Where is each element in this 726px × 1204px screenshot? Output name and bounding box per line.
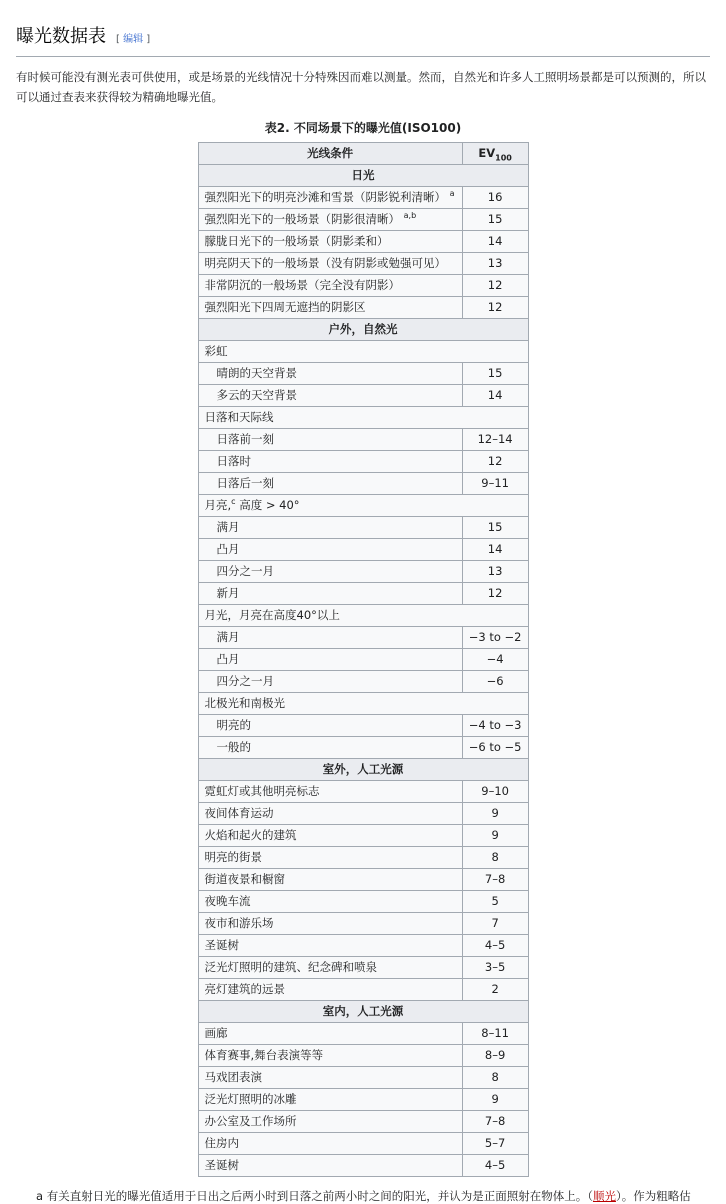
condition-label: 满月 bbox=[216, 630, 240, 644]
table-row bbox=[198, 1111, 528, 1133]
table-row bbox=[198, 715, 528, 737]
ev-value-cell: 5–7 bbox=[462, 1133, 528, 1155]
condition-cell bbox=[198, 913, 462, 935]
edit-link[interactable]: 编辑 bbox=[123, 34, 144, 45]
condition-label: 凸月 bbox=[216, 542, 240, 556]
condition-cell bbox=[198, 1155, 462, 1177]
table-row bbox=[198, 1045, 528, 1067]
footnote-ref[interactable]: c bbox=[231, 497, 236, 507]
group-cell bbox=[198, 407, 528, 429]
condition-label: 体育赛事,舞台表演等等 bbox=[204, 1048, 324, 1062]
footnote-link[interactable]: 顺光 bbox=[592, 1189, 616, 1203]
condition-label: 夜间体育运动 bbox=[204, 806, 274, 820]
ev-value-cell: −4 to −3 bbox=[462, 715, 528, 737]
condition-label: 日落后一刻 bbox=[216, 476, 274, 490]
condition-cell bbox=[198, 935, 462, 957]
condition-cell bbox=[198, 253, 462, 275]
ev-value-cell: 4–5 bbox=[462, 1155, 528, 1177]
ev-value-cell: 8 bbox=[462, 847, 528, 869]
condition-cell bbox=[198, 781, 462, 803]
condition-cell bbox=[198, 957, 462, 979]
group-cell bbox=[198, 693, 528, 715]
condition-label: 圣诞树 bbox=[204, 938, 239, 952]
table-body bbox=[198, 165, 528, 1177]
condition-cell bbox=[198, 803, 462, 825]
table-row bbox=[198, 825, 528, 847]
condition-label: 多云的天空背景 bbox=[216, 388, 297, 402]
table-row bbox=[198, 671, 528, 693]
ev-value-cell: 9–10 bbox=[462, 781, 528, 803]
condition-cell bbox=[198, 627, 462, 649]
condition-cell bbox=[198, 1067, 462, 1089]
condition-label: 四分之一月 bbox=[216, 564, 274, 578]
condition-label: 霓虹灯或其他明亮标志 bbox=[204, 784, 320, 798]
section-row bbox=[198, 1001, 528, 1023]
condition-cell bbox=[198, 451, 462, 473]
table-row bbox=[198, 803, 528, 825]
table-row bbox=[198, 1067, 528, 1089]
group-label: 日落和天际线 bbox=[204, 410, 274, 424]
ev-value-cell: 8–11 bbox=[462, 1023, 528, 1045]
ev-value-cell: 2 bbox=[462, 979, 528, 1001]
table-row bbox=[198, 935, 528, 957]
section-row bbox=[198, 165, 528, 187]
ev-value-cell: 7–8 bbox=[462, 869, 528, 891]
condition-cell bbox=[198, 473, 462, 495]
table-caption: 表2. 不同场景下的曝光值(ISO100) bbox=[264, 121, 462, 135]
ev-value-cell: 12–14 bbox=[462, 429, 528, 451]
header-ev bbox=[462, 143, 528, 165]
condition-label: 圣诞树 bbox=[204, 1158, 239, 1172]
table-row bbox=[198, 649, 528, 671]
condition-cell bbox=[198, 583, 462, 605]
ev-value-cell: 14 bbox=[462, 385, 528, 407]
table-row bbox=[198, 429, 528, 451]
condition-cell bbox=[198, 275, 462, 297]
ev-value-cell: −6 bbox=[462, 671, 528, 693]
condition-cell bbox=[198, 671, 462, 693]
ev-value-cell: 3–5 bbox=[462, 957, 528, 979]
condition-label: 一般的 bbox=[216, 740, 251, 754]
condition-label: 办公室及工作场所 bbox=[204, 1114, 297, 1128]
table-row bbox=[198, 979, 528, 1001]
ev-value-cell: 12 bbox=[462, 275, 528, 297]
condition-label: 晴朗的天空背景 bbox=[216, 366, 297, 380]
table-row bbox=[198, 737, 528, 759]
condition-cell bbox=[198, 869, 462, 891]
section-label: 室内，人工光源 bbox=[198, 1001, 528, 1023]
exposure-table bbox=[198, 142, 529, 1177]
section-heading bbox=[16, 0, 710, 57]
edit-bracket-close: ] bbox=[146, 34, 151, 45]
table-row bbox=[198, 1023, 528, 1045]
condition-label: 非常阴沉的一般场景（完全没有阴影） bbox=[204, 278, 400, 292]
ev-value-cell: 15 bbox=[462, 209, 528, 231]
ev-value-cell: 7–8 bbox=[462, 1111, 528, 1133]
header-ev-label: EV bbox=[478, 146, 496, 160]
group-label: 北极光和南极光 bbox=[204, 696, 285, 710]
table-row bbox=[198, 451, 528, 473]
condition-cell bbox=[198, 1045, 462, 1067]
condition-label: 亮灯建筑的远景 bbox=[204, 982, 285, 996]
ev-value-cell: 9–11 bbox=[462, 473, 528, 495]
condition-cell bbox=[198, 561, 462, 583]
table-row bbox=[198, 847, 528, 869]
ev-value-cell: 5 bbox=[462, 891, 528, 913]
section-row bbox=[198, 319, 528, 341]
group-suffix: 高度 > 40° bbox=[235, 498, 300, 512]
ev-value-cell: 7 bbox=[462, 913, 528, 935]
table-row bbox=[198, 253, 528, 275]
condition-label: 夜市和游乐场 bbox=[204, 916, 274, 930]
section-label: 户外，自然光 bbox=[198, 319, 528, 341]
condition-label: 泛光灯照明的冰雕 bbox=[204, 1092, 297, 1106]
condition-cell bbox=[198, 1089, 462, 1111]
condition-label: 明亮阴天下的一般场景（没有阴影或勉强可见） bbox=[204, 256, 446, 270]
table-row bbox=[198, 957, 528, 979]
table-row bbox=[198, 1155, 528, 1177]
group-row bbox=[198, 693, 528, 715]
group-row bbox=[198, 495, 528, 517]
table-row bbox=[198, 1089, 528, 1111]
footnote-ref[interactable]: a bbox=[449, 189, 455, 199]
table-row bbox=[198, 209, 528, 231]
condition-label: 满月 bbox=[216, 520, 240, 534]
table-row bbox=[198, 473, 528, 495]
condition-label: 朦胧日光下的一般场景（阴影柔和） bbox=[204, 234, 389, 248]
ev-value-cell: 14 bbox=[462, 539, 528, 561]
group-row bbox=[198, 341, 528, 363]
footnote-tail: 。作为粗略估 bbox=[621, 1189, 691, 1203]
footnote: a 有关直射日光的曝光值适用于日出之后两小时到日落之前两小时之间的阳光，并认为是正面照射在物体上。（顺光）。作为粗略估 bbox=[36, 1189, 691, 1203]
footnote-text: 有关直射日光的曝光值适用于日出之后两小时到日落之前两小时之间的阳光，并认为是正面照射在物体上。 bbox=[46, 1189, 588, 1203]
group-label: 月亮, bbox=[204, 498, 232, 512]
condition-cell bbox=[198, 517, 462, 539]
condition-cell bbox=[198, 891, 462, 913]
ev-value-cell: 15 bbox=[462, 517, 528, 539]
footnote-ref[interactable]: a,b bbox=[403, 211, 417, 221]
group-cell bbox=[198, 495, 528, 517]
condition-cell bbox=[198, 1023, 462, 1045]
group-label: 彩虹 bbox=[204, 344, 228, 358]
condition-label: 住房内 bbox=[204, 1136, 239, 1150]
condition-cell bbox=[198, 231, 462, 253]
condition-label: 明亮的 bbox=[216, 718, 251, 732]
edit-bracket-open: [ bbox=[116, 34, 120, 45]
table-row bbox=[198, 187, 528, 209]
condition-label: 火焰和起火的建筑 bbox=[204, 828, 297, 842]
condition-cell bbox=[198, 209, 462, 231]
condition-cell bbox=[198, 297, 462, 319]
intro-paragraph: 有时候可能没有测光表可供使用，或是场景的光线情况十分特殊因而难以测量。然而，自然光和许多人工照明场景都是可以预测的，所以可以通过查表来获得较为精确地曝光值。 bbox=[16, 70, 706, 104]
table-row bbox=[198, 1133, 528, 1155]
ev-value-cell: 12 bbox=[462, 583, 528, 605]
condition-cell bbox=[198, 825, 462, 847]
condition-cell bbox=[198, 847, 462, 869]
condition-label: 夜晚车流 bbox=[204, 894, 251, 908]
ev-value-cell: 12 bbox=[462, 297, 528, 319]
condition-cell bbox=[198, 363, 462, 385]
ev-value-cell: 14 bbox=[462, 231, 528, 253]
header-condition: 光线条件 bbox=[198, 143, 462, 165]
table-row bbox=[198, 913, 528, 935]
condition-label: 明亮的街景 bbox=[204, 850, 262, 864]
ev-value-cell: 8 bbox=[462, 1067, 528, 1089]
table-row bbox=[198, 891, 528, 913]
condition-cell bbox=[198, 385, 462, 407]
condition-cell bbox=[198, 715, 462, 737]
ev-value-cell: 16 bbox=[462, 187, 528, 209]
ev-value-cell: −3 to −2 bbox=[462, 627, 528, 649]
table-row bbox=[198, 297, 528, 319]
ev-value-cell: 4–5 bbox=[462, 935, 528, 957]
table-row bbox=[198, 583, 528, 605]
table-row bbox=[198, 539, 528, 561]
ev-value-cell: 13 bbox=[462, 253, 528, 275]
condition-label: 强烈阳光下四周无遮挡的阴影区 bbox=[204, 300, 366, 314]
ev-value-cell: 15 bbox=[462, 363, 528, 385]
condition-cell bbox=[198, 187, 462, 209]
ev-value-cell: 9 bbox=[462, 825, 528, 847]
condition-cell bbox=[198, 429, 462, 451]
table-row bbox=[198, 385, 528, 407]
condition-cell bbox=[198, 649, 462, 671]
table-row bbox=[198, 869, 528, 891]
condition-label: 新月 bbox=[216, 586, 240, 600]
table-header-row bbox=[198, 143, 528, 165]
ev-value-cell: 8–9 bbox=[462, 1045, 528, 1067]
group-label: 月光，月亮在高度40°以上 bbox=[204, 608, 340, 622]
condition-label: 画廊 bbox=[204, 1026, 228, 1040]
table-row bbox=[198, 275, 528, 297]
condition-label: 强烈阳光下的一般场景（阴影很清晰） bbox=[204, 212, 400, 226]
condition-label: 日落前一刻 bbox=[216, 432, 274, 446]
condition-cell bbox=[198, 979, 462, 1001]
condition-cell bbox=[198, 737, 462, 759]
section-row bbox=[198, 759, 528, 781]
table-row bbox=[198, 231, 528, 253]
ev-value-cell: −6 to −5 bbox=[462, 737, 528, 759]
section-label: 室外，人工光源 bbox=[198, 759, 528, 781]
condition-label: 泛光灯照明的建筑、纪念碑和喷泉 bbox=[204, 960, 377, 974]
table-row bbox=[198, 561, 528, 583]
condition-label: 四分之一月 bbox=[216, 674, 274, 688]
group-cell bbox=[198, 605, 528, 627]
section-label: 日光 bbox=[198, 165, 528, 187]
table-row bbox=[198, 627, 528, 649]
table-row bbox=[198, 781, 528, 803]
header-ev-subscript: 100 bbox=[495, 153, 512, 163]
ev-value-cell: 9 bbox=[462, 803, 528, 825]
ev-value-cell: −4 bbox=[462, 649, 528, 671]
condition-cell bbox=[198, 1133, 462, 1155]
group-row bbox=[198, 605, 528, 627]
condition-label: 日落时 bbox=[216, 454, 251, 468]
condition-cell bbox=[198, 1111, 462, 1133]
group-cell bbox=[198, 341, 528, 363]
condition-cell bbox=[198, 539, 462, 561]
ev-value-cell: 13 bbox=[462, 561, 528, 583]
edit-section bbox=[116, 30, 150, 45]
condition-label: 街道夜景和橱窗 bbox=[204, 872, 285, 886]
condition-label: 凸月 bbox=[216, 652, 240, 666]
section-title: 曝光数据表 bbox=[16, 26, 106, 47]
group-row bbox=[198, 407, 528, 429]
condition-label: 马戏团表演 bbox=[204, 1070, 262, 1084]
condition-label: 强烈阳光下的明亮沙滩和雪景（阴影锐利清晰） bbox=[204, 190, 446, 204]
ev-value-cell: 12 bbox=[462, 451, 528, 473]
footnote-marker: a bbox=[36, 1189, 44, 1203]
ev-value-cell: 9 bbox=[462, 1089, 528, 1111]
table-row bbox=[198, 363, 528, 385]
table-row bbox=[198, 517, 528, 539]
